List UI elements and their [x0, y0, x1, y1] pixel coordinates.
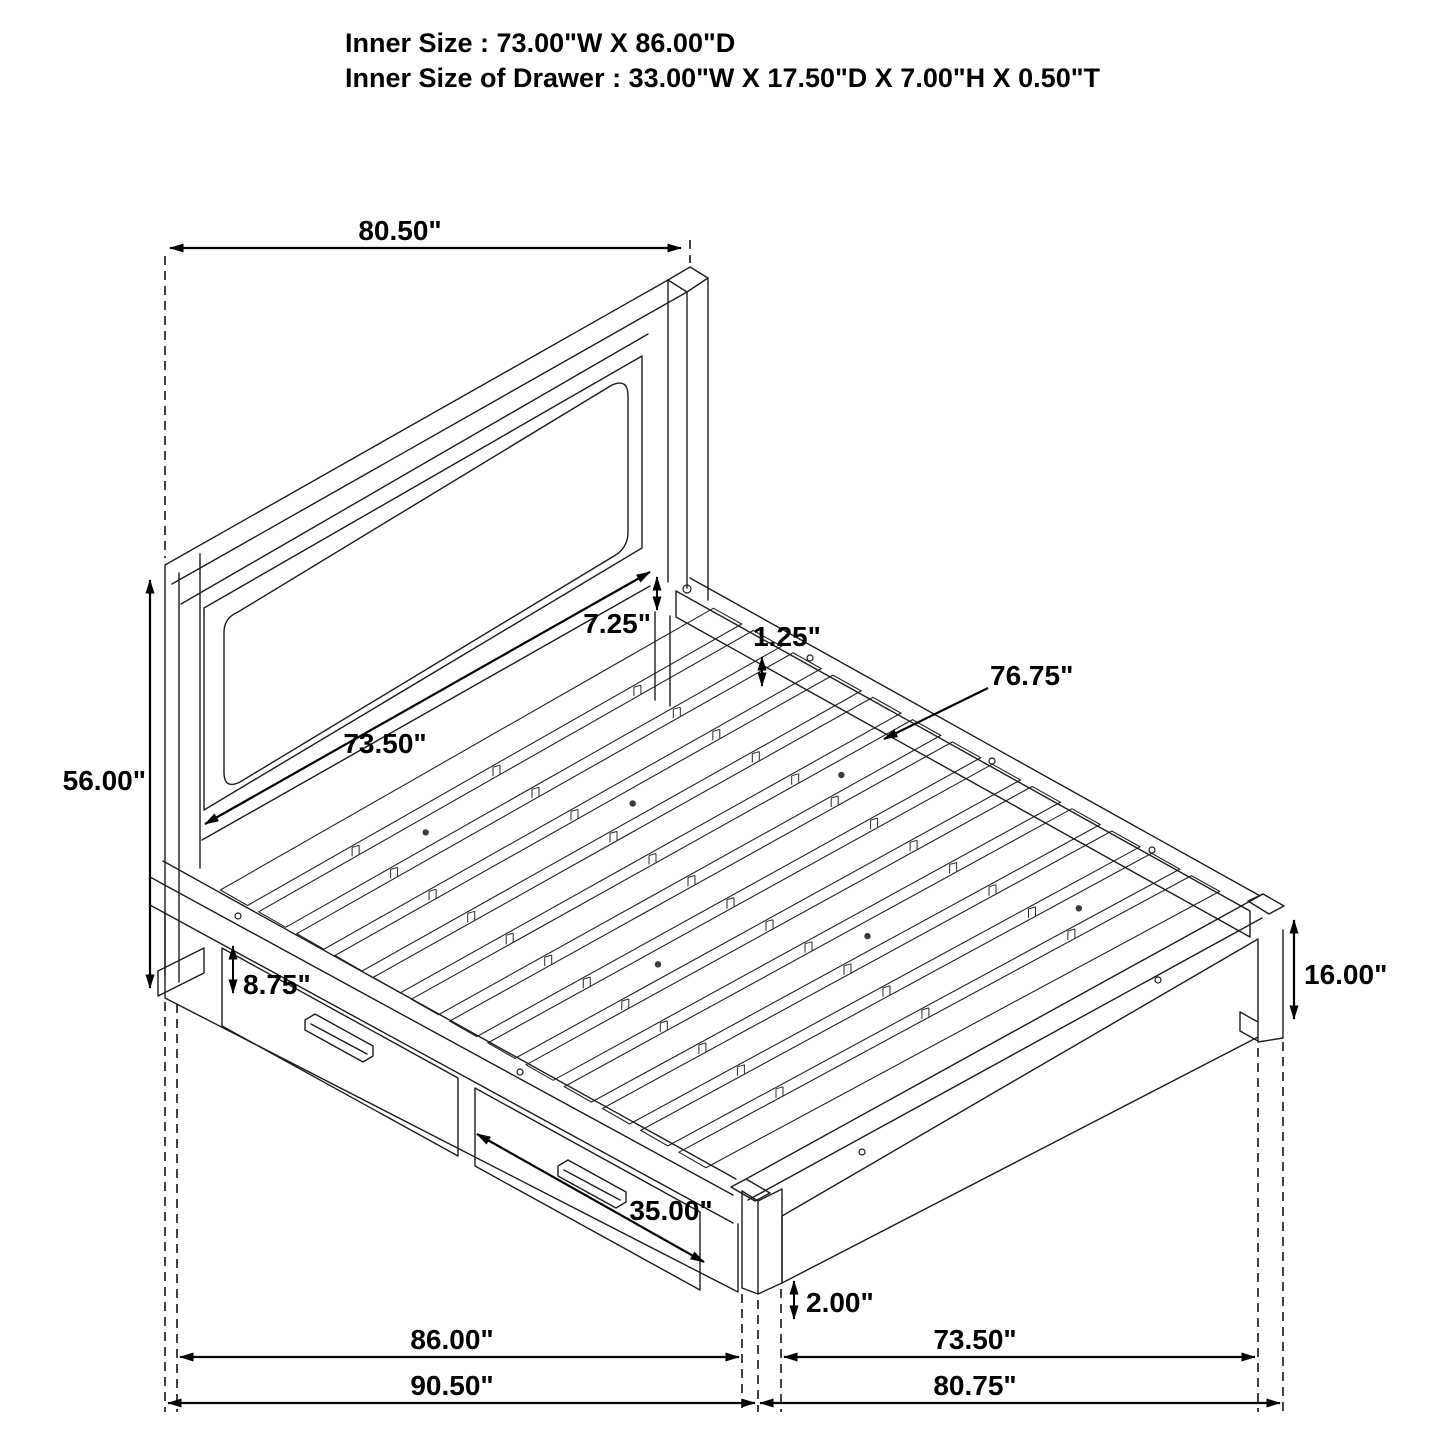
dim-label-slat-length: 76.75" [990, 660, 1074, 691]
ext-lines-left-post [165, 1002, 177, 1412]
dim-overall-width [760, 1370, 1280, 1403]
headboard-right-post-cap [668, 267, 708, 292]
slat-support-mark [713, 729, 720, 740]
slat-support-mark [871, 818, 878, 829]
slat-screw-dot [423, 829, 429, 835]
dim-footboard-inner-width [784, 1324, 1255, 1357]
title-block [345, 28, 1101, 93]
ext-lines-right-leg [1258, 1042, 1283, 1412]
dim-label-slat-thickness: 1.25" [753, 621, 821, 652]
dim-label-overall-depth: 90.50" [410, 1370, 494, 1401]
dim-label-panel-width: 73.50" [343, 728, 427, 759]
dim-label-panel-gap: 7.25" [583, 608, 651, 639]
dim-label-footboard-height: 16.00" [1304, 959, 1388, 990]
drawer-handle-2 [558, 1160, 626, 1208]
dim-label-headboard-width: 80.50" [358, 215, 442, 246]
slat-screw-dot [630, 800, 636, 806]
dim-side-rail-length [180, 1324, 739, 1357]
dim-label-headboard-height: 56.00" [62, 765, 146, 796]
ext-lines-front-leg [742, 1289, 781, 1412]
headboard-panel [224, 383, 628, 784]
bed-drawing [150, 267, 1284, 1294]
slat-screw-dot [1076, 905, 1082, 911]
slat-screw-dot [864, 933, 870, 939]
dim-overall-depth [168, 1370, 755, 1403]
dim-foot-clearance [794, 1281, 874, 1319]
dim-label-overall-width: 80.75" [933, 1370, 1017, 1401]
dim-headboard-width [170, 215, 681, 248]
dim-drawer-width [477, 1134, 713, 1262]
dimension-annotations [63, 215, 1388, 1412]
slat-screw-dot [838, 772, 844, 778]
slat-support-mark [1068, 929, 1075, 940]
dim-label-drawer-width: 35.00" [629, 1195, 713, 1226]
title-line-inner-size: Inner Size : 73.00"W X 86.00"D [345, 28, 736, 58]
slat-support-mark [673, 707, 680, 718]
dim-label-side-rail-length: 86.00" [410, 1324, 494, 1355]
slat-screw-dot [655, 961, 661, 967]
slat-deck [220, 608, 1219, 1167]
dim-panel-to-deck-gap [583, 577, 657, 639]
front-leg [742, 1189, 782, 1294]
dim-label-drawer-height: 8.75" [243, 969, 311, 1000]
right-leg [1240, 930, 1283, 1042]
dim-label-foot-clearance: 2.00" [806, 1287, 874, 1318]
dim-drawer-height [233, 946, 311, 1000]
right-corner-cap [1248, 894, 1284, 914]
title-line-drawer-size: Inner Size of Drawer : 33.00"W X 17.50"D X 7.00"H X 0.50"T [345, 63, 1101, 93]
dim-footboard-height [1294, 920, 1387, 1019]
dim-headboard-height [63, 580, 150, 988]
dim-label-footboard-inner-width: 73.50" [933, 1324, 1017, 1355]
